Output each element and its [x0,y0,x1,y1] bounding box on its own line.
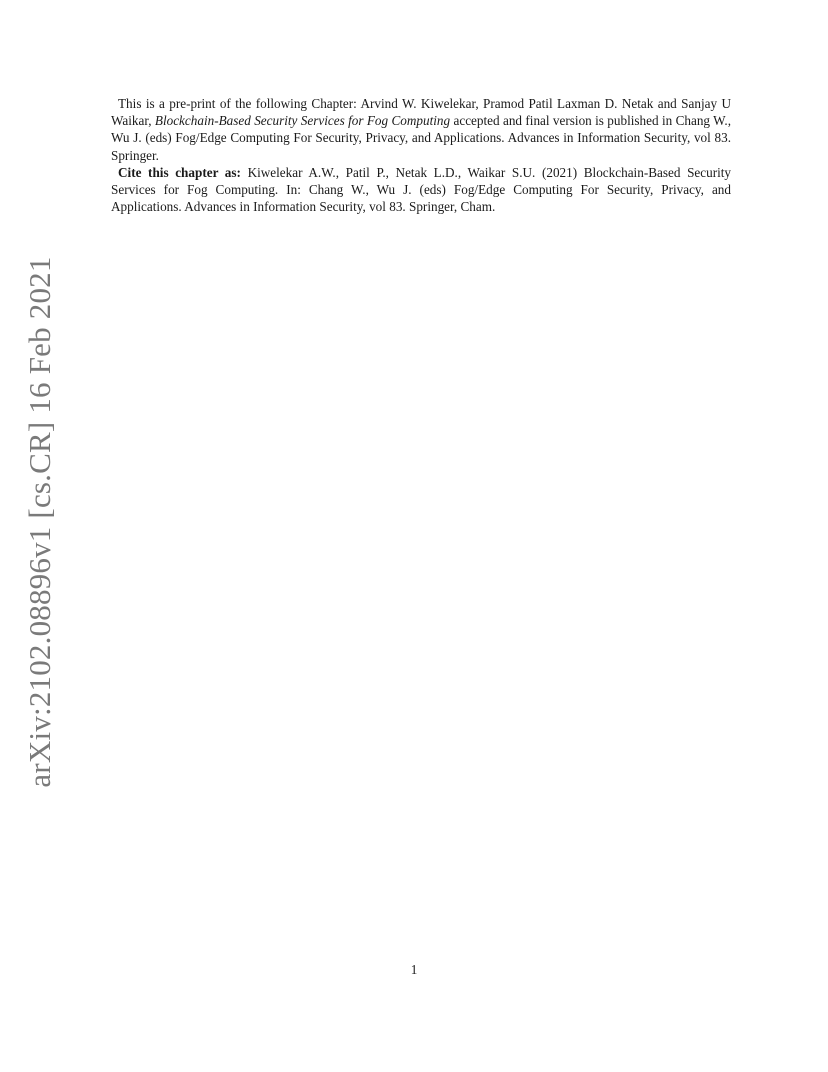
citation-text: Kiwelekar A.W., Patil P., Netak L.D., Waikar S.U. (2021) Blockchain-Based Security Services for Fog Computing. In: Chang W., Wu J. (eds) Fog/Edge Computing For Security, Privacy, and Applications. Advances in Information Security, vol 83. Springer, Cham. [111,164,732,215]
preprint-intro-text: This is a pre-print of the following Chapter: Arvind W. Kiwelekar, Pramod Patil Laxman D. Netak and Sanjay U Waikar, [111,96,731,129]
citation-label: Cite this chapter as: [118,164,241,180]
chapter-title: Blockchain-Based Security Services for Fog Computing [154,113,451,129]
preprint-notice-paragraph [111,95,731,164]
page-number: 1 [410,962,418,977]
citation-paragraph [111,164,731,216]
preprint-notice-block [111,95,731,215]
arxiv-identifier-stamp: arXiv:2102.08896v1 [cs.CR] 16 Feb 2021 [22,256,57,788]
preprint-outro-text: accepted and final version is published in Chang W., Wu J. (eds) Fog/Edge Computing For Security, Privacy, and Applications. Advances in Information Security, vol 83. Springer. [111,113,731,163]
